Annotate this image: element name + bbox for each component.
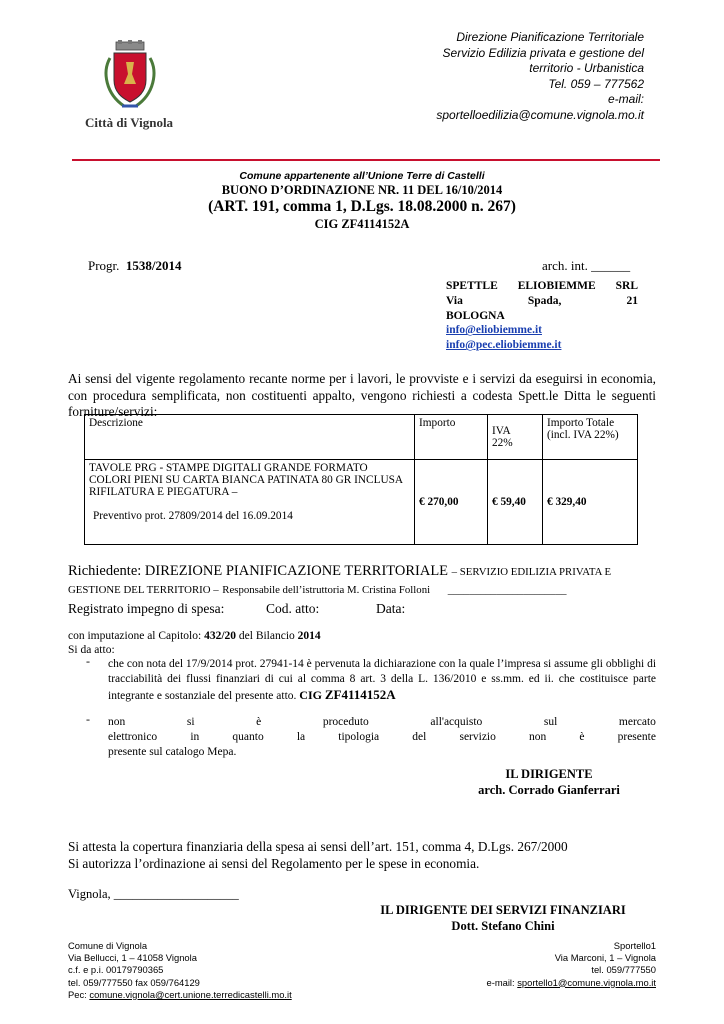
attestation-line: Si autorizza l’ordinazione ai sensi del Regolamento per le spese in economia. [68, 855, 480, 871]
footer-line: c.f. e p.i. 00179790365 [68, 964, 164, 976]
requester-direction: DIREZIONE PIANIFICAZIONE TERRITORIALE [144, 563, 449, 579]
bullet-marker: - [86, 712, 90, 726]
footer-pec-link[interactable]: comune.vignola@cert.unione.terredicastelli.mo.it [89, 988, 292, 1000]
supplier-word: 21 [626, 294, 638, 307]
mepa-word: sul [543, 716, 558, 728]
point-cig-label: CIG [299, 688, 322, 702]
mepa-word: all'acquisto [430, 716, 483, 728]
arch-int-field: arch. int. ______ [542, 258, 631, 273]
order-heading: BUONO D’ORDINAZIONE NR. 11 DEL 16/10/2014 [221, 183, 503, 197]
supplier-street-line [446, 294, 638, 309]
header-description: Descrizione [85, 415, 415, 460]
article-reference: (ART. 191, comma 1, D.Lgs. 18.08.2000 n. 267) [208, 198, 516, 215]
director-name: arch. Corrado Gianferrari [478, 783, 620, 797]
supplier-name-line [446, 279, 638, 294]
office-line: Servizio Edilizia privata e gestione del [442, 45, 644, 60]
item-quote-reference: Preventivo prot. 27809/2014 del 16.09.2014 [93, 510, 293, 522]
supplier-pec-link[interactable]: info@pec.eliobiemme.it [446, 339, 562, 352]
registration-line [68, 601, 658, 617]
item-total: € 329,40 [543, 460, 638, 545]
item-description-cell [85, 460, 415, 545]
finance-director-title: IL DIRIGENTE DEI SERVIZI FINANZIARI [380, 903, 626, 917]
point-traceability [108, 657, 656, 704]
attestation-line: Si attesta la copertura finanziaria della spesa ai sensi dell’art. 151, comma 4, D.Lgs. 267/2000 [68, 839, 568, 854]
cig-code: CIG ZF4114152A [314, 217, 410, 231]
supplier-city: BOLOGNA [446, 309, 505, 322]
mepa-word: è [579, 731, 585, 743]
mepa-word: del [412, 731, 427, 743]
table-row [85, 460, 638, 545]
footer-email-line [486, 977, 656, 989]
footer-pec-line [68, 989, 292, 1001]
supplier-email-link[interactable]: info@eliobiemme.it [446, 324, 542, 337]
footer-line: Via Bellucci, 1 – 41058 Vignola [68, 952, 197, 964]
supplier-word: Spada, [527, 294, 562, 307]
mepa-word: non [529, 731, 547, 743]
point-mepa-line [108, 730, 656, 745]
point-traceability-text: che con nota del 17/9/2014 prot. 27941-14 è pervenuta la dichiarazione con la quale l’impresa si assume gli obblighi di tracciabilità dei flussi finanziari di cui al comma 8 art. 3 della L. 136/2010 e ss.mm. ed ii. che costituisce parte integrante e sostanziale del presente atto. [108, 658, 657, 702]
mepa-word: presente [617, 731, 656, 743]
given-label: Si da atto: [68, 644, 115, 656]
office-line: e-mail: [607, 92, 644, 107]
point-mepa-last-line: presente sul catalogo Mepa. [108, 746, 237, 758]
footer-line: Via Marconi, 1 – Vignola [554, 952, 656, 964]
mepa-word: si [186, 716, 195, 728]
header-vat-label: IVA 22% [492, 425, 513, 449]
item-amount: € 270,00 [415, 460, 488, 545]
progr-number: 1538/2014 [125, 258, 182, 273]
intro-paragraph: Ai sensi del vigente regolamento recante norme per i lavori, le provviste e i servizi da eseguirsi in economia, con procedura semplificata, non costituenti appalto, vengono richiesti a codesta Spett.le Ditta le seguenti forniture/servizi: [68, 371, 656, 420]
footer-email-label: e-mail: [486, 976, 515, 988]
requester-block [68, 563, 658, 599]
footer-line: Sportello1 [613, 940, 656, 951]
attestation-block [68, 839, 658, 872]
requester-responsible: Responsabile dell’istruttoria M. Cristina Folloni [222, 584, 431, 596]
registration-code-label: Cod. atto: [266, 601, 320, 616]
director-signature [444, 766, 654, 798]
progr-line [88, 258, 182, 274]
imputation-block [68, 629, 321, 657]
mepa-word: è [256, 716, 262, 728]
office-email[interactable]: sportelloedilizia@comune.vignola.mo.it [436, 107, 644, 122]
union-caption: Comune appartenente all’Unione Terre di Castelli [239, 170, 485, 182]
mepa-word: servizio [459, 731, 496, 743]
item-vat: € 59,40 [488, 460, 543, 545]
finance-director-signature [348, 902, 658, 934]
point-cig-code: ZF4114152A [324, 687, 396, 702]
city-coat-of-arms-logo [100, 40, 160, 112]
supplier-word: Via [446, 294, 463, 307]
header-total [543, 415, 638, 460]
supplier-word: SRL [615, 280, 638, 292]
footer-line: Comune di Vignola [68, 940, 148, 951]
footer-pec-label: Pec: [68, 988, 87, 1000]
footer-line: tel. 059/777550 [591, 964, 656, 976]
mepa-word: in [190, 731, 200, 743]
mepa-word: quanto [232, 731, 264, 743]
office-line: Direzione Pianificazione Territoriale [456, 30, 644, 44]
footer-left [68, 940, 292, 1001]
imputation-budget-label: del Bilancio [238, 630, 295, 642]
order-items-table [84, 414, 638, 545]
imputation-year: 2014 [297, 630, 321, 642]
registration-label: Registrato impegno di spesa: [68, 601, 225, 616]
mepa-word: elettronico [108, 731, 158, 743]
footer-right [486, 940, 656, 989]
mepa-word: proceduto [322, 716, 369, 728]
place-date-line: Vignola, ____________________ [68, 887, 239, 901]
supplier-address [446, 279, 638, 353]
requester-service: – SERVIZIO EDILIZIA PRIVATA E GESTIONE DEL TERRITORIO – [68, 566, 612, 596]
footer-line: tel. 059/777550 fax 059/764129 [68, 976, 200, 988]
header-amount: Importo [415, 415, 488, 460]
office-address-block [344, 30, 644, 124]
footer-email-link[interactable]: sportello1@comune.vignola.mo.it [517, 976, 656, 988]
header-vat [488, 415, 543, 460]
director-title: IL DIRIGENTE [505, 767, 593, 781]
requester-signature-line: ______________________ [447, 584, 567, 596]
registration-date-label: Data: [376, 601, 406, 616]
office-line: Tel. 059 – 777562 [548, 76, 644, 91]
header-total-label: Importo Totale (incl. IVA 22%) [547, 417, 619, 441]
table-header-row [85, 415, 638, 460]
mepa-word: mercato [618, 716, 656, 728]
point-mepa [108, 715, 656, 760]
finance-director-name: Dott. Stefano Chini [451, 919, 555, 933]
header-divider [72, 159, 660, 161]
supplier-word: SPETTLE [446, 280, 498, 292]
supplier-word: ELIOBIEMME [517, 280, 596, 292]
requester-label: Richiedente: [68, 563, 142, 579]
mepa-word: tipologia [338, 731, 380, 743]
mepa-word: non [108, 716, 126, 728]
imputation-line [68, 629, 321, 643]
progr-label: Progr. [88, 258, 120, 273]
imputation-prefix: con imputazione al Capitolo: [68, 630, 202, 642]
item-description: TAVOLE PRG - STAMPE DIGITALI GRANDE FORMATO COLORI PIENI SU CARTA BIANCA PATINATA 80 GR INCLUSA RIFILATURA E PIEGATURA – [89, 462, 403, 498]
point-mepa-line [108, 715, 656, 730]
office-line: territorio - Urbanistica [529, 61, 644, 76]
mepa-word: la [296, 731, 306, 743]
imputation-chapter: 432/20 [204, 630, 237, 642]
city-name: Città di Vignola [84, 115, 174, 130]
bullet-marker: - [86, 654, 90, 668]
